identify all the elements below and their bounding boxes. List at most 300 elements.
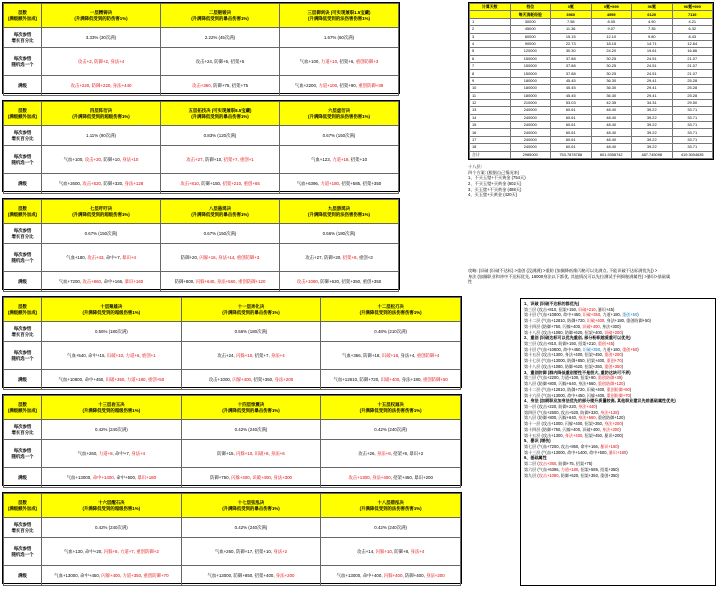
- guide-segment: , 力道+180,: [600, 346, 623, 352]
- full-label: 满级: [4, 174, 42, 194]
- growth-value: 0.42% (240次满): [42, 518, 182, 538]
- table-cell: 753.7878788: [551, 151, 592, 159]
- stat-value: 招架+350: [253, 376, 273, 382]
- layer-title-cell: [280, 200, 399, 224]
- stat-value: 身法+400: [371, 474, 391, 480]
- stat-value: 攻击+860: [82, 278, 101, 284]
- guide-segment: 身法+128: [600, 409, 618, 415]
- table-cell: 7.35: [632, 26, 673, 33]
- table-cell: 34.31: [632, 99, 673, 106]
- layer-label-text: 层数: [18, 402, 27, 408]
- growth-value: 0.56% (180次满): [181, 322, 321, 342]
- guide-heading: 4、身法 (加刷职业加身法优先的部分提升质量较高, 其他职业建议先前基础属性优先): [524, 398, 676, 404]
- growth-value: 0.67% (150次满): [161, 224, 280, 244]
- layer-title-cell: [42, 4, 161, 28]
- guide-segment: , 招架+450, 暴识+200): [582, 432, 623, 438]
- stat-value: 气血+13000: [66, 474, 91, 480]
- each-label-a: 每次参悟: [13, 448, 32, 454]
- stat-value: 气血+123: [310, 156, 330, 162]
- stat-value: 气血+100: [63, 156, 83, 162]
- guide-segment: 第九层 (: [524, 472, 539, 478]
- growth-label-a: 每次参悟: [13, 424, 32, 430]
- stat-value: 闪躲+10: [235, 352, 253, 358]
- layer-subtitle: (升满降低受到的超级伤害1%): [82, 505, 141, 511]
- layer-label-sub: (满级额外加成): [7, 15, 38, 21]
- layer-title-cell: [181, 298, 321, 322]
- stat-value: 防御+20: [323, 254, 341, 260]
- table-cell: 48.40: [591, 136, 632, 143]
- guide-segment: 力道+180: [560, 466, 579, 472]
- layer-title: 九层游鸿决: [328, 206, 350, 212]
- each-stats: 攻击+24, 闪躲+10, 招架+7, 身法+4: [181, 342, 321, 370]
- stat-value: 重创防御+50: [422, 376, 448, 382]
- layer-title-cell: [161, 102, 280, 126]
- guide-segment: 身法+200: [604, 421, 622, 427]
- layer-title: 十八层碧泓决: [377, 500, 404, 506]
- guide-segment: ): [619, 426, 621, 432]
- table-cell: 45000: [510, 26, 551, 33]
- layer-label-text: 层数: [18, 108, 27, 114]
- table-header: 计算天数: [470, 4, 511, 11]
- guide-segment: 重创防御+70: [606, 392, 630, 398]
- guide-segment: 攻击+360: [538, 461, 557, 467]
- stat-value: 防御+10: [204, 156, 222, 162]
- guide-segment: ): [621, 358, 623, 364]
- layer-title-cell: [181, 494, 321, 518]
- table-cell: 240000: [510, 129, 551, 136]
- layer-title: 十五层权迴决: [377, 402, 404, 408]
- each-label-b: 随机选一个: [11, 355, 34, 361]
- stat-value: 气血+10800: [58, 376, 83, 382]
- stat-value: 气血+540: [67, 352, 86, 358]
- table-cell: 180000: [510, 77, 551, 84]
- table-cell: 60.61: [551, 114, 592, 121]
- guide-segment: ): [637, 312, 639, 318]
- table-cell: 6.32: [672, 26, 713, 33]
- guide-segment: 第三层 (攻击+810, 招架+150,: [524, 306, 579, 312]
- table-cell: 150000: [510, 55, 551, 62]
- guide-segment: 第八层 (防御+800, 闪躲+640,: [524, 415, 579, 421]
- layer-block: [2, 394, 462, 486]
- table-cell: 39.22: [632, 107, 673, 114]
- stat-value: 攻击+14: [356, 548, 374, 554]
- full-stats: 攻击+810, 防御+150, 招架+210, 重创+65: [161, 174, 280, 194]
- stat-value: 攻击+27: [305, 254, 322, 260]
- layer-title: 六层虚衍决: [328, 108, 350, 114]
- full-stats: 气血+10800, 命中+450, 识破+350, 力道+180, 重创+50: [42, 370, 182, 390]
- layer-title: 二层锻锻决: [209, 10, 231, 16]
- stat-value: 防御+2: [94, 58, 108, 64]
- table-cell: 48.40: [591, 129, 632, 136]
- table-cell: 17: [470, 136, 511, 143]
- each-label-a: 每次参悟: [13, 252, 32, 258]
- table-cell: 4: [470, 40, 511, 47]
- layer-subtitle: (升满降低受到的法伤害伤害1%): [308, 211, 370, 217]
- layer-subtitle: (升满降低受到的暴击伤害1%): [191, 113, 249, 119]
- each-label-a: 每次参悟: [13, 154, 32, 160]
- guide-segment: ): [637, 346, 639, 352]
- strategy-line: 性: [468, 279, 473, 285]
- table-cell: 15.15: [551, 33, 592, 40]
- stat-value: 身法+180: [401, 376, 421, 382]
- stat-value: 防御+10: [103, 156, 120, 162]
- stat-value: 攻击+360: [191, 82, 211, 88]
- each-stats: 气血+100, 力道+10, 招架+6, 重创防御+3: [280, 48, 399, 76]
- guide-segment: , 力道+180,: [600, 312, 623, 318]
- table-cell: 25.28: [672, 92, 713, 99]
- guide-segment: 第十一层 (攻击+1000, 闪躲+400, 招架+350,: [524, 421, 605, 427]
- guide-segment: 第十六层 (气血+13000, 命中+450, 闪躲+400,: [524, 392, 607, 398]
- layer-title-cell: [42, 102, 161, 126]
- table-cell: 240000: [510, 107, 551, 114]
- stat-value: 身法+2: [273, 548, 288, 554]
- table-cell: 419.3004635: [672, 151, 713, 159]
- guide-segment: 暴识+160: [600, 443, 618, 449]
- strategy-line: 攻略: (识破 (识破不达标) >重创 (没满满) >重防 (加圈降低维闪秘可以先满点, 不能识破不达标满优先)) >: [468, 268, 658, 273]
- guide-segment: ): [623, 381, 625, 387]
- layer-title-cell: [321, 298, 461, 322]
- stat-value: 招架+450: [393, 474, 412, 480]
- layer-subtitle: (升满降低受到的超级伤害1%): [72, 211, 130, 217]
- growth-label-b: 增长百分比: [11, 527, 34, 533]
- layer-title-cell: [280, 4, 399, 28]
- stat-value: 力道+18: [332, 156, 349, 162]
- stat-value: 重创防御+39: [358, 82, 384, 88]
- stat-value: 闪躲+400: [383, 572, 403, 578]
- guide-segment: 识破+350: [582, 346, 601, 352]
- full-stats: 攻击+1000, 闪躲+400, 招架+350, 身法+200: [181, 370, 321, 390]
- each-stats: 气血+130, 命中+20, 闪躲+8, 力道+7, 重创防御+2: [42, 538, 182, 566]
- table-cell: 24.51: [632, 55, 673, 62]
- full-stats: 攻击+1300, 身法+400, 招架+450, 暴识+200: [321, 468, 461, 488]
- stat-value: 识破+400: [252, 474, 271, 480]
- table-cell: 14: [470, 114, 511, 121]
- table-cell: 60000: [510, 33, 551, 40]
- stat-value: 暴识+2: [409, 450, 424, 456]
- stat-value: 攻击+24: [195, 58, 212, 64]
- guide-segment: 重创+350: [604, 363, 622, 369]
- stat-value: 气血+7200: [58, 278, 80, 284]
- stat-value: 气血+13000: [207, 572, 232, 578]
- stat-value: 招架+9: [393, 450, 407, 456]
- guide-segment: 第十四层 (防御+750, 闪躲+400,: [524, 323, 583, 329]
- guide-heading: 3、重创防御 (群内降低重创要性不是很大, 重防这块可不养): [524, 369, 631, 375]
- guide-segment: 重创+200: [604, 352, 622, 358]
- guide-segment: 第七层 (气血+7200, 攻击+860, 命中+166,: [524, 443, 601, 449]
- stat-value: 身法+300: [273, 474, 292, 480]
- guide-heading: 6、基础属性: [524, 455, 547, 461]
- guide-segment: ): [595, 403, 597, 409]
- each-stats: 防御+20, 闪躲+16, 身法+14, 重创防御+3: [161, 244, 280, 272]
- table-cell: 240000: [510, 144, 551, 151]
- layer-subtitle: (升满降低受到的超级伤害1%): [72, 113, 130, 119]
- layer-title-cell: [321, 494, 461, 518]
- stat-value: 重创+350: [362, 278, 382, 284]
- layer-title: 三层御剑诀 (可实现兼职1.5宝藏): [307, 10, 371, 16]
- stat-value: 命中+1400: [92, 474, 114, 480]
- layer-subtitle: (升满降低受到的超级伤害1%): [82, 407, 141, 413]
- full-stats: 气血+13000, 命中+400, 闪躲+400, 防御+400, 身法+200: [321, 566, 461, 586]
- stat-value: 识破+400: [380, 376, 400, 382]
- each-stats: 气血+123, 力道+18, 招架+10: [280, 146, 399, 174]
- layer-subtitle: (升满降低受到的防伤害1%): [74, 15, 128, 21]
- table-cell: 18.15: [591, 40, 632, 47]
- growth-label-a: 每次参悟: [13, 228, 32, 234]
- layer-subtitle: (升满降低受到的超级伤害1%): [82, 309, 141, 315]
- table-cell: 60.61: [551, 144, 592, 151]
- stat-value: 身法+4: [410, 548, 425, 554]
- layer-title: 八层悬鸿决: [209, 206, 231, 212]
- each-stats: 攻击+27, 防御+10, 招架+7, 重创+1: [161, 146, 280, 174]
- table-header: 4959: [591, 11, 632, 18]
- growth-value: 0.56% (180次满): [42, 322, 182, 342]
- table-cell: 180000: [510, 92, 551, 99]
- guide-segment: ): [621, 363, 623, 369]
- full-stats: 气血+13000, 命中+1400, 命中+500, 暴识+180: [42, 468, 182, 488]
- stat-value: 气血+2200: [294, 82, 316, 88]
- table-cell: 45.45: [551, 77, 592, 84]
- stat-value: 气血+260: [214, 548, 234, 554]
- table-cell: 8: [470, 70, 511, 77]
- stat-value: 命中+20: [85, 548, 102, 554]
- each-label-b: 随机选一个: [11, 159, 34, 165]
- table-cell: 33.71: [672, 122, 713, 129]
- layer-label: [4, 298, 42, 322]
- layer-label: [4, 102, 42, 126]
- full-stats: 气血+13000, 命中+450, 闪躲+400, 力道+350, 重创防御+70: [42, 566, 182, 586]
- growth-label-b: 增长百分比: [11, 331, 34, 337]
- guide-segment: ): [629, 392, 632, 398]
- stat-value: 气血+260: [77, 450, 97, 456]
- table-cell: 9: [470, 77, 511, 84]
- stat-value: 重创+1: [141, 352, 156, 358]
- stat-value: 身法+6: [270, 450, 285, 456]
- guide-segment: 攻击+1080: [538, 472, 559, 478]
- guide-segment: 重创+45: [597, 341, 613, 347]
- guide-segment: 第十三层 (气血+13000, 命中+1400, 命中+500,: [524, 449, 609, 455]
- stat-value: 攻击+26: [358, 450, 375, 456]
- layer-title: 十二层松刃决: [377, 304, 404, 310]
- table-cell: 39.22: [632, 136, 673, 143]
- guide-line: [524, 473, 712, 479]
- guide-segment: , 身法+300): [599, 323, 621, 329]
- stat-value: 招架+350: [341, 278, 361, 284]
- table-cell: 33.71: [672, 136, 713, 143]
- stat-value: 暴识+160: [124, 278, 144, 284]
- each-stats: 攻击+27, 防御+20, 招架+8, 重创+3: [280, 244, 399, 272]
- stat-value: 身法+8: [376, 450, 391, 456]
- stat-value: 闪躲+400: [231, 474, 250, 480]
- table-cell: 37.88: [551, 55, 592, 62]
- layer-subtitle: (升满降低受到的暴击伤害1%): [191, 15, 249, 21]
- full-stats: 气血+7200, 攻击+860, 命中+166, 暴识+160: [42, 272, 161, 292]
- table-cell: 180000: [510, 85, 551, 92]
- table-cell: 3: [470, 33, 511, 40]
- stat-value: 身法+560: [216, 278, 236, 284]
- stat-value: 闪躲+640: [195, 278, 215, 284]
- guide-segment: 重创防御+120: [597, 381, 624, 387]
- guide-segment: 身法+440: [578, 403, 596, 409]
- growth-label-b: 增长百分比: [11, 233, 34, 239]
- stat-value: 防御+220: [91, 82, 111, 88]
- table-cell: 29.41: [632, 77, 673, 84]
- each-stats: 防御+15, 闪躲+10, 识破+8, 身法+6: [181, 440, 321, 468]
- guide-segment: 第十八层 (攻击+1080, 防御+620, 招架+350,: [524, 363, 605, 369]
- guide-segment: ): [617, 409, 619, 415]
- stat-value: 身法+4: [270, 352, 285, 358]
- growth-value: 2.22% (45次满): [161, 28, 280, 48]
- stat-value: 重创防御+3: [355, 58, 379, 64]
- layer-subtitle: (升满降低受到的暴击伤害1%): [191, 211, 249, 217]
- table-cell: 19.61: [632, 48, 673, 55]
- stat-value: 力道+7: [119, 548, 134, 554]
- stat-value: 招架+5: [230, 58, 245, 64]
- table-cell: 30.25: [591, 63, 632, 70]
- guide-segment: 第十二层 (气血+12810, 防御+720,: [524, 318, 587, 324]
- stat-value: 攻击+1300: [348, 474, 370, 480]
- stat-value: 身法+4: [400, 352, 415, 358]
- table-cell: 150000: [510, 63, 551, 70]
- stat-value: 防御+20: [180, 254, 197, 260]
- each-label: [4, 244, 42, 272]
- table-cell: 9.80: [632, 33, 673, 40]
- table-cell: 48.40: [591, 107, 632, 114]
- stat-value: 重创+1: [239, 156, 254, 162]
- each-label-a: 每次参悟: [13, 56, 32, 62]
- table-cell: 14.71: [632, 40, 673, 47]
- stat-value: 闪躲+16: [199, 254, 216, 260]
- table-cell: 29.50: [672, 99, 713, 106]
- layer-label: [4, 494, 42, 518]
- layer-title-cell: [42, 200, 161, 224]
- stat-value: 防御+850: [233, 572, 253, 578]
- table-cell: 33.71: [672, 144, 713, 151]
- table-cell: 7: [470, 63, 511, 70]
- guide-segment: 身法+300: [601, 426, 620, 432]
- growth-value: 0.42% (240次满): [42, 420, 182, 440]
- stat-value: 重创+3: [358, 254, 373, 260]
- table-cell: 120000: [510, 48, 551, 55]
- guide-segment: , 重创防御+120): [595, 415, 625, 421]
- each-stats: 攻击+24, 防御+5, 招架+5: [161, 48, 280, 76]
- growth-label: [4, 518, 42, 538]
- stat-value: 身法+4: [131, 450, 146, 456]
- table-cell: 30.25: [591, 55, 632, 62]
- guide-segment: 第十七层 (气血+13000, 防御+850, 招架+400,: [524, 358, 607, 364]
- stat-value: 闪躲+400: [101, 572, 120, 578]
- guide-segment: 第三层 (气血+2200, 力道+100, 招架+90,: [524, 375, 598, 381]
- table-cell: 16: [470, 129, 511, 136]
- table-cell: 48.40: [591, 122, 632, 129]
- growth-label: [4, 420, 42, 440]
- table-cell: 39.22: [632, 144, 673, 151]
- guide-heading: 5、暴识 (增伤): [524, 438, 551, 444]
- table-cell: 601.9358742: [591, 151, 632, 159]
- full-stats: 气血+2200, 力道+100, 招架+90, 重创防御+39: [280, 76, 399, 96]
- table-cell: 13: [470, 107, 511, 114]
- stat-value: 闪躲+10: [375, 548, 392, 554]
- stat-value: 招架+400: [254, 572, 274, 578]
- layer-label: [4, 4, 42, 28]
- guide-segment: 身法+560: [578, 415, 596, 421]
- stat-value: 身法+200: [274, 376, 294, 382]
- guide-segment: 重创防御+50: [606, 386, 630, 392]
- stat-value: 重创防御+2: [136, 548, 159, 554]
- growth-label: [4, 126, 42, 146]
- table-cell: 36.30: [591, 77, 632, 84]
- full-stats: 气血+12810, 防御+720, 识破+400, 身法+180, 重创防御+50: [321, 370, 461, 390]
- table-cell: 60.61: [551, 129, 592, 136]
- full-stats: 攻击+220, 防御+220, 身法+440: [42, 76, 161, 96]
- guide-segment: 第四层 (气血+2600, 攻击+520, 防御+320,: [524, 409, 601, 415]
- guide-segment: 重创+50: [622, 346, 638, 352]
- stat-value: 招架+7: [223, 156, 238, 162]
- layer-block: [2, 100, 400, 192]
- table-cell: 8.43: [672, 33, 713, 40]
- each-label-b: 随机选一个: [11, 453, 34, 459]
- each-label-a: 每次参悟: [13, 350, 32, 356]
- table-cell: 1: [470, 18, 511, 25]
- growth-label: [4, 322, 42, 342]
- guide-heading: 1、识破 (识破不达标的都优先): [524, 301, 580, 306]
- stat-value: 力道+6: [125, 352, 140, 358]
- guide-segment: 识破+400: [586, 318, 605, 324]
- layer-label-sub: (满级额外加成): [7, 309, 38, 315]
- growth-value: 0.56% (180次满): [280, 224, 399, 244]
- full-label: 满级: [4, 468, 42, 488]
- stat-value: 力道+180: [320, 180, 339, 186]
- layer-label: [4, 200, 42, 224]
- full-stats: 气血+13000, 防御+850, 招架+400, 身法+200: [181, 566, 321, 586]
- plan-note-line: 4、买玉璧+买黄金 (420天): [468, 192, 518, 198]
- layer-subtitle: (升满降低受到的法伤害伤害1%): [359, 407, 422, 413]
- table-cell: 210000: [510, 99, 551, 106]
- layer-title-cell: [42, 494, 182, 518]
- guide-segment: 识破+210: [578, 306, 596, 312]
- table-header: 0氪+999: [591, 4, 632, 11]
- guide-segment: ): [621, 352, 623, 358]
- table-cell: 21.07: [672, 63, 713, 70]
- layer-title: 七层吁吁决: [90, 206, 112, 212]
- table-header: 档位: [510, 4, 551, 11]
- layer-subtitle: (升满降低受到的法伤害伤害1%): [359, 309, 422, 315]
- table-cell: 53.03: [551, 99, 592, 106]
- stat-value: 防御+18: [363, 352, 380, 358]
- each-stats: 气血+260, 防御+17, 招架+10, 身法+2: [181, 538, 321, 566]
- stat-value: 命中+166: [103, 278, 123, 284]
- guide-segment: ): [617, 443, 619, 449]
- stat-value: 重创防御+3: [236, 254, 260, 260]
- growth-value: 3.33% (30次满): [42, 28, 161, 48]
- table-cell: 2: [470, 26, 511, 33]
- table-header: [470, 11, 511, 18]
- table-cell: 60.61: [551, 122, 592, 129]
- growth-value: 0.67% (150次满): [42, 224, 161, 244]
- table-cell: 6: [470, 55, 511, 62]
- guide-segment: 重创防御+39: [597, 375, 622, 381]
- guide-segment: 第十八层 (攻击+1080, 防御+620, 招架+400,: [524, 329, 605, 335]
- table-cell: 45.45: [551, 85, 592, 92]
- growth-value: 1.11% (90次满): [42, 126, 161, 146]
- layer-title-cell: [42, 396, 182, 420]
- stat-value: 重创+65: [243, 180, 260, 186]
- stat-value: 命中+450: [80, 572, 99, 578]
- table-cell: 12.64: [672, 40, 713, 47]
- stat-value: 身法+4: [110, 58, 125, 64]
- table-cell: 36.30: [591, 92, 632, 99]
- each-label: [4, 146, 42, 174]
- stat-value: 攻击+810: [180, 180, 199, 186]
